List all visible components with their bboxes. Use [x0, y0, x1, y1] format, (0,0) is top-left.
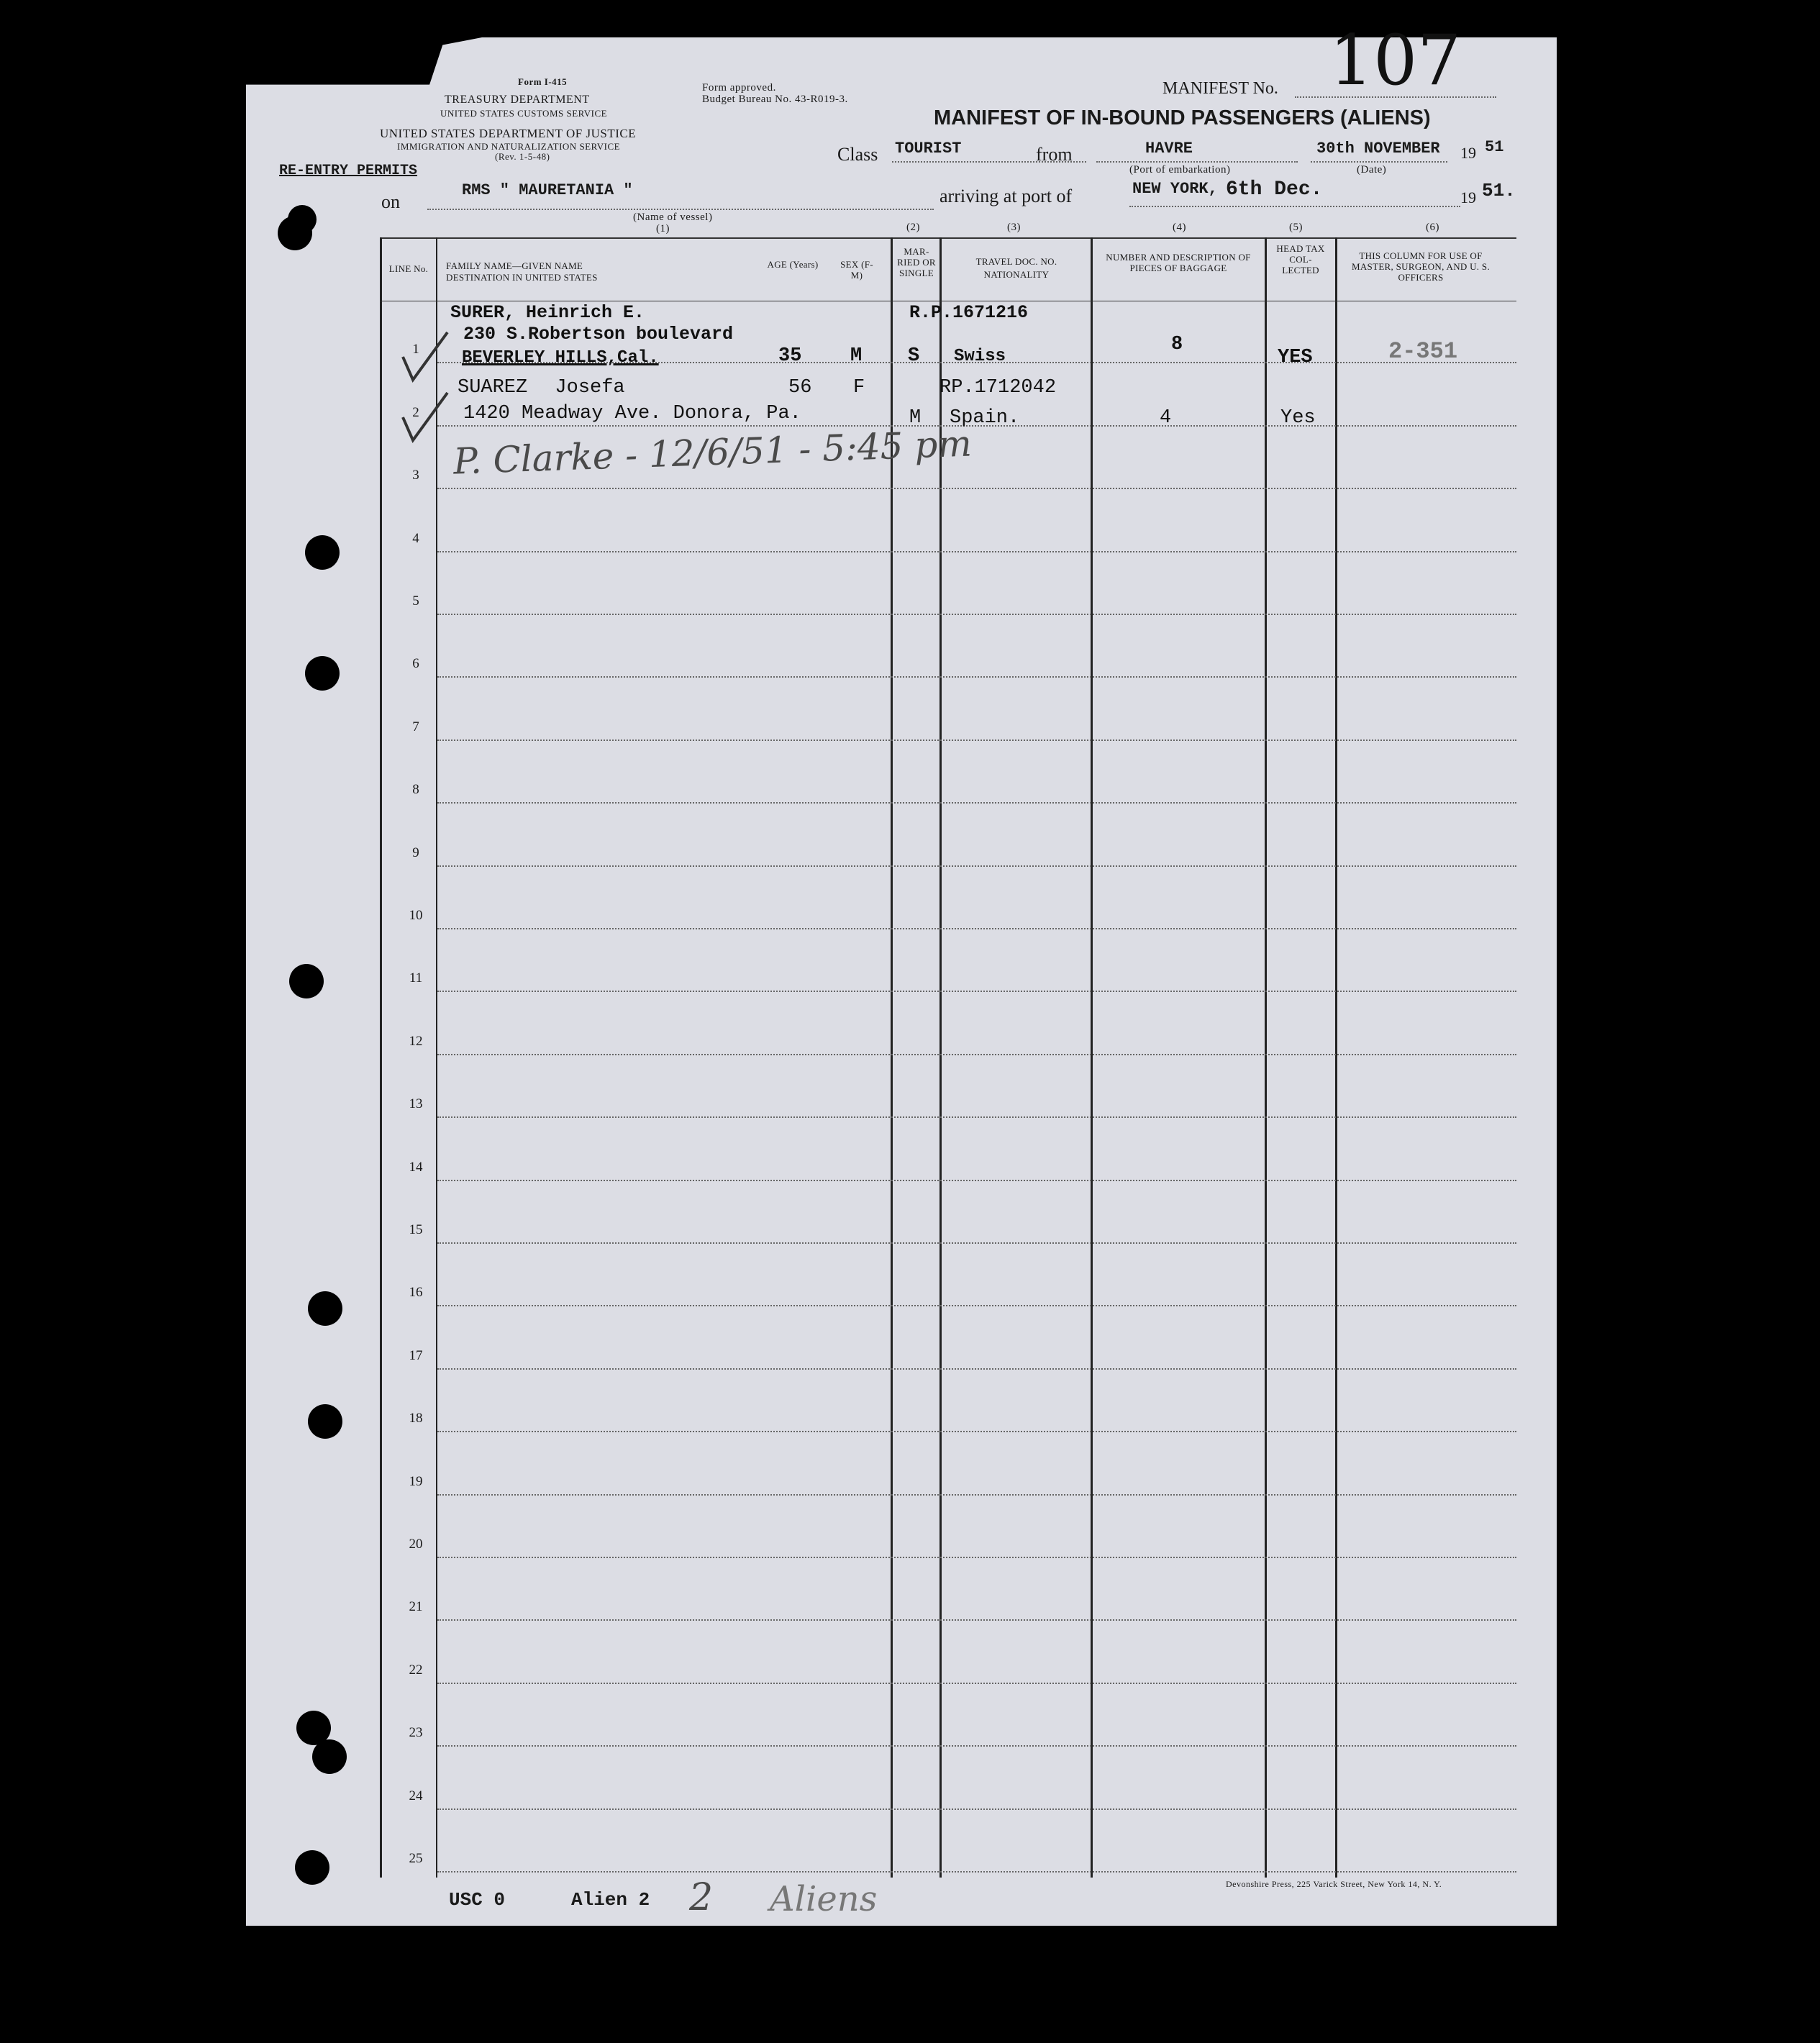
entry-2-age: 56	[788, 377, 812, 399]
reentry-label: RE-ENTRY PERMITS	[279, 163, 418, 179]
entry-1-marital: S	[908, 345, 920, 367]
row-divider	[437, 1368, 1516, 1370]
vessel-caption: (Name of vessel)	[633, 211, 713, 223]
justice-label: UNITED STATES DEPARTMENT OF JUSTICE	[380, 127, 637, 140]
year-prefix: 19	[1460, 144, 1476, 162]
row-number: 22	[409, 1662, 423, 1678]
col-divider-travel	[939, 237, 942, 1878]
row-number: 9	[412, 845, 419, 860]
row-divider	[437, 1180, 1516, 1181]
row-number: 13	[409, 1096, 423, 1112]
port-embark-caption: (Port of embarkation)	[1129, 164, 1231, 176]
table-top-border	[380, 237, 1516, 239]
from-label: from	[1036, 144, 1073, 165]
binder-hole	[305, 535, 340, 570]
col-divider-headtax	[1265, 237, 1267, 1878]
ins-label: IMMIGRATION AND NATURALIZATION SERVICE	[397, 141, 621, 152]
row-number: 1	[412, 342, 419, 358]
footer-alien: Alien 2	[571, 1889, 650, 1911]
row-divider	[437, 488, 1516, 489]
row-number: 3	[412, 468, 419, 483]
binder-hole	[295, 1850, 329, 1885]
entry-1-travel-doc: R.P.1671216	[909, 302, 1029, 323]
entry-1-name: SURER, Heinrich E.	[450, 302, 645, 323]
row-divider	[437, 1683, 1516, 1684]
row-divider	[437, 1871, 1516, 1873]
row-number: 24	[409, 1788, 423, 1803]
travel-col-number: (3)	[1007, 222, 1021, 233]
row-number: 6	[412, 656, 419, 672]
col-header-baggage: NUMBER AND DESCRIPTION OF PIECES OF BAGGAGE	[1106, 252, 1251, 273]
inspector-handwritten-note: P. Clarke - 12/6/51 - 5:45 pm	[452, 422, 973, 483]
married-col-number: (2)	[906, 222, 920, 233]
col-header-line-no: LINE No.	[388, 263, 429, 274]
customs-label: UNITED STATES CUSTOMS SERVICE	[440, 108, 608, 119]
binder-hole	[288, 205, 317, 234]
row-divider	[437, 1745, 1516, 1747]
binder-hole	[289, 964, 324, 998]
row-number: 11	[409, 970, 423, 986]
row-divider	[437, 551, 1516, 552]
row-number: 16	[409, 1285, 423, 1301]
printer-imprint: Devonshire Press, 225 Varick Street, New York 14, N. Y.	[1226, 1879, 1442, 1889]
row-number: 15	[409, 1222, 423, 1237]
year-value: 51	[1485, 138, 1504, 156]
class-label: Class	[837, 144, 878, 165]
col-header-officers: THIS COLUMN FOR USE OF MASTER, SURGEON, AND U. S. OFFICERS	[1352, 250, 1490, 283]
form-number: Form I-415	[518, 76, 568, 87]
col-header-sex: SEX (F-M)	[840, 259, 873, 281]
class-value: TOURIST	[895, 140, 962, 158]
baggage-col-number: (4)	[1173, 222, 1186, 233]
col-divider-married	[891, 237, 893, 1878]
row-divider	[437, 865, 1516, 867]
row-divider	[437, 928, 1516, 929]
col-header-age: AGE (Years)	[767, 259, 819, 270]
row-divider	[437, 1808, 1516, 1810]
row-number: 10	[409, 908, 423, 923]
arrival-date: 6th Dec.	[1226, 178, 1323, 201]
entry-2-travel-doc: RP.1712042	[939, 377, 1057, 399]
arrival-port: NEW YORK,	[1132, 180, 1218, 198]
budget-label: Budget Bureau No. 43-R019-3.	[702, 94, 848, 105]
binder-hole	[308, 1291, 342, 1326]
page-title: MANIFEST OF IN-BOUND PASSENGERS (ALIENS)	[934, 106, 1431, 129]
on-label: on	[381, 191, 400, 212]
row-number: 12	[409, 1033, 423, 1049]
entry-2-marital: M	[909, 407, 922, 429]
entry-2-baggage: 4	[1160, 407, 1172, 429]
col-header-nationality: NATIONALITY	[983, 269, 1050, 280]
col-header-travel: TRAVEL DOC. NO.	[975, 256, 1057, 267]
vessel-value: RMS " MAURETANIA "	[462, 181, 633, 199]
officers-col-number: (6)	[1426, 222, 1439, 233]
row-divider	[437, 1619, 1516, 1621]
entry-1-age: 35	[778, 345, 802, 367]
row-number: 20	[409, 1537, 423, 1552]
col-divider-baggage	[1091, 237, 1093, 1878]
entry-1-sex: M	[850, 345, 863, 367]
entry-1-baggage: 8	[1171, 334, 1183, 355]
entry-2-sex: F	[853, 377, 865, 399]
footer-aliens-handwritten: Aliens	[770, 1879, 878, 1919]
entry-1-officer-note: 2-351	[1388, 338, 1458, 365]
entry-1-address2: BEVERLEY HILLS,Cal.	[462, 348, 659, 368]
table-left-border	[380, 237, 382, 1878]
row-number: 14	[409, 1159, 423, 1175]
row-number: 5	[412, 593, 419, 609]
check-mark-icon	[400, 388, 450, 446]
manifest-page	[246, 37, 1557, 1926]
row-number: 8	[412, 782, 419, 798]
row-number: 23	[409, 1725, 423, 1741]
arrival-year-prefix: 19	[1460, 188, 1476, 206]
arriving-label: arriving at port of	[939, 186, 1073, 206]
manifest-label: MANIFEST No.	[1162, 79, 1278, 98]
form-approved-label: Form approved.	[702, 82, 776, 94]
entry-2-address1: 1420 Meadway Ave. Donora, Pa.	[463, 403, 801, 424]
row-divider	[437, 1557, 1516, 1558]
arrival-year: 51.	[1482, 180, 1516, 201]
arrival-line	[1129, 206, 1460, 207]
row-divider	[437, 1116, 1516, 1118]
row-divider	[437, 1494, 1516, 1496]
entry-2-name: SUAREZ Josefa	[458, 377, 625, 399]
row-number: 21	[409, 1599, 423, 1615]
row-divider	[437, 740, 1516, 741]
row-divider	[437, 614, 1516, 615]
from-value: HAVRE	[1145, 140, 1193, 158]
row-number: 18	[409, 1411, 423, 1427]
entry-1-nationality: Swiss	[954, 347, 1006, 366]
row-divider	[437, 676, 1516, 678]
row-divider	[437, 1242, 1516, 1244]
footer-usc: USC 0	[449, 1889, 506, 1911]
vessel-line	[427, 209, 934, 210]
manifest-number: 107	[1329, 20, 1462, 101]
row-divider	[437, 1431, 1516, 1432]
entry-1-address1: 230 S.Robertson boulevard	[463, 324, 734, 345]
vessel-col-number: (1)	[656, 223, 670, 235]
entry-2-nationality: Spain.	[950, 407, 1020, 429]
row-number: 17	[409, 1347, 423, 1363]
revision-label: (Rev. 1-5-48)	[495, 151, 550, 162]
footer-alien-handwritten: 2	[689, 1876, 714, 1919]
from-line	[1096, 161, 1298, 163]
row-divider	[437, 991, 1516, 992]
row-number: 19	[409, 1473, 423, 1489]
col-divider-officers	[1335, 237, 1337, 1878]
entry-2-head-tax: Yes	[1280, 407, 1316, 429]
binder-hole	[308, 1404, 342, 1439]
col-header-destination: DESTINATION IN UNITED STATES	[446, 272, 598, 283]
headtax-col-number: (5)	[1289, 222, 1303, 233]
date-line	[1311, 161, 1447, 163]
binder-hole	[305, 656, 340, 691]
row-number: 25	[409, 1851, 423, 1866]
col-header-name: FAMILY NAME—GIVEN NAME	[446, 260, 583, 271]
row-number: 7	[412, 719, 419, 734]
row-divider	[437, 1054, 1516, 1055]
row-number: 4	[412, 530, 419, 546]
binder-hole	[312, 1739, 347, 1774]
row-divider	[437, 802, 1516, 804]
row-divider	[437, 1305, 1516, 1306]
date-caption: (Date)	[1357, 164, 1387, 176]
check-mark-icon	[400, 328, 450, 386]
treasury-label: TREASURY DEPARTMENT	[445, 94, 590, 106]
entry-1-head-tax: YES	[1278, 347, 1313, 368]
row-number: 2	[412, 404, 419, 420]
col-header-headtax: HEAD TAX COL-LECTED	[1276, 243, 1325, 276]
date-value: 30th NOVEMBER	[1316, 140, 1440, 158]
col-header-married: MAR-RIED OR SINGLE	[897, 246, 936, 278]
